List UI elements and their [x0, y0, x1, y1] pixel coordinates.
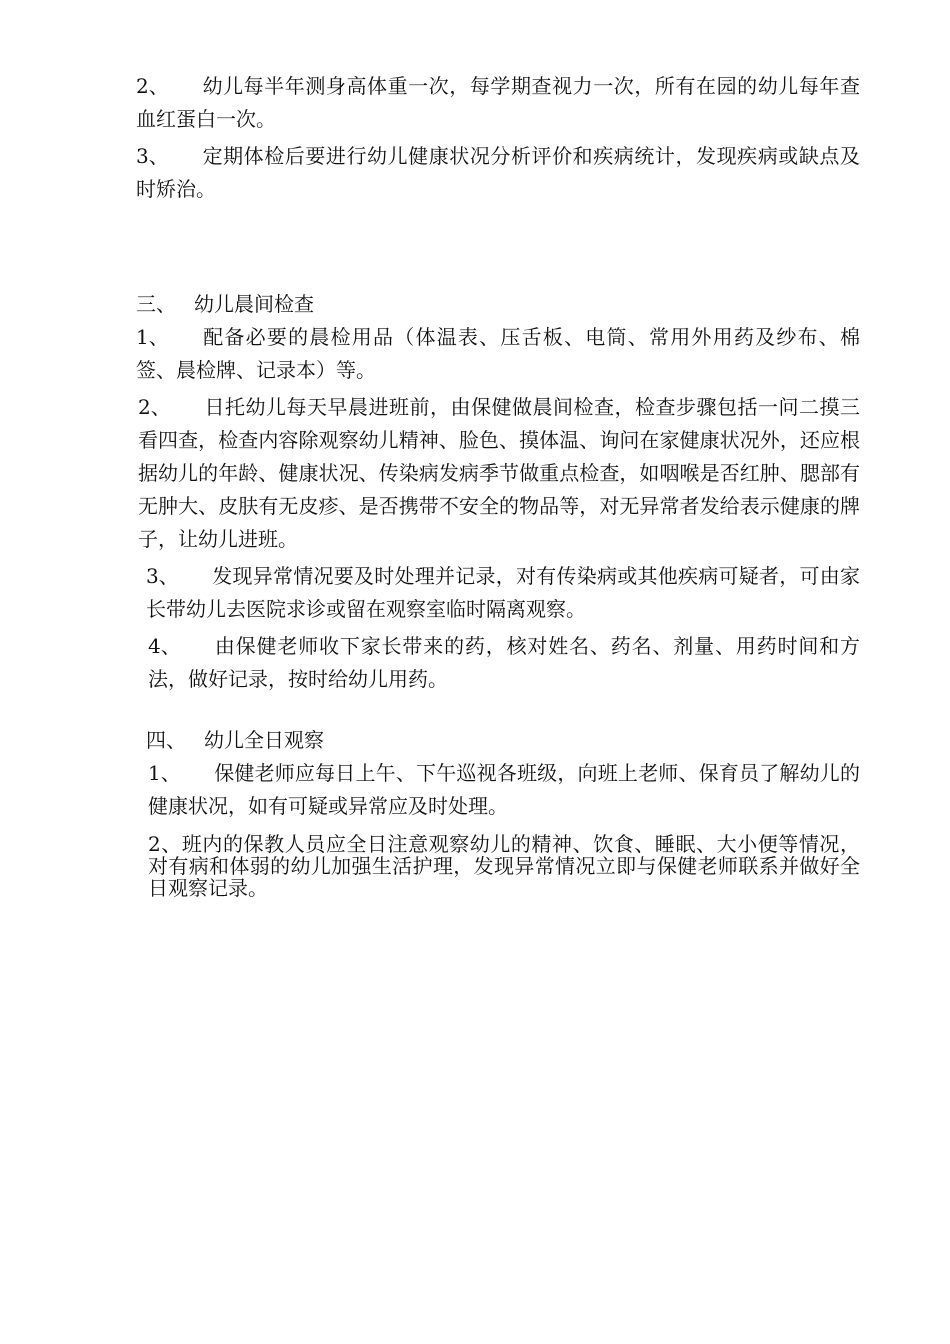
paragraph-3-analysis: [88, 140, 860, 206]
item-number: 3、: [146, 564, 179, 588]
paragraph-text: 保健老师应每日上午、下午巡视各班级，向班上老师、保育员了解幼儿的健康状况，如有可疑或异常应及时处理。: [148, 761, 860, 818]
paragraph-text: 幼儿每半年测身高体重一次，每学期查视力一次，所有在园的幼儿每年查血红蛋白一次。: [136, 74, 860, 131]
paragraph-text: 日托幼儿每天早晨进班前，由保健做晨间检查，检查步骤包括一问二摸三看四查，检查内容除观察幼儿精神、脸色、摸体温、询问在家健康状况外，还应根据幼儿的年龄、健康状况、传染病发病季节做重点检查，如咽喉是否红肿、腮部有无肿大、皮肤有无皮疹、是否携带不安全的物品等，对无异常者发给表示健康的牌子，让幼儿进班。: [138, 395, 860, 551]
section-title: 幼儿晨间检查: [194, 292, 314, 316]
paragraph-text: 定期体检后要进行幼儿健康状况分析评价和疾病统计，发现疾病或缺点及时矫治。: [136, 144, 860, 201]
paragraph-2-observation: [88, 833, 860, 899]
paragraph-text: 配备必要的晨检用品（体温表、压舌板、电筒、常用外用药及纱布、棉签、晨检牌、记录本）等。: [136, 325, 860, 382]
item-number: 1、: [136, 325, 169, 349]
item-number: 1、: [148, 761, 181, 785]
item-number: 2、: [136, 74, 169, 98]
section-title: 幼儿全日观察: [204, 728, 324, 752]
paragraph-text: 2、班内的保教人员应全日注意观察幼儿的精神、饮食、睡眠、大小便等情况，对有病和体弱的幼儿加强生活护理，发现异常情况立即与保健老师联系并做好全日观察记录。: [148, 832, 860, 900]
document-body: [88, 70, 860, 899]
paragraph-1-supplies: [88, 321, 860, 387]
paragraph-3-abnormal: [88, 560, 860, 626]
paragraph-2-checkups: [88, 70, 860, 136]
section-heading-4: [88, 724, 860, 757]
item-number: 3、: [136, 144, 169, 168]
section-number: 四、: [146, 728, 186, 752]
paragraph-text: 发现异常情况要及时处理并记录，对有传染病或其他疾病可疑者，可由家长带幼儿去医院求诊或留在观察室临时隔离观察。: [146, 564, 860, 621]
paragraph-text: 由保健老师收下家长带来的药，核对姓名、药名、剂量、用药时间和方法，做好记录，按时给幼儿用药。: [148, 634, 860, 691]
paragraph-2-morning-check: [88, 391, 860, 556]
item-number: 4、: [148, 634, 181, 658]
item-number: 2、: [138, 395, 171, 419]
section-heading-3: [88, 288, 860, 321]
paragraph-1-patrol: [88, 757, 860, 823]
paragraph-4-medicine: [88, 630, 860, 696]
section-number: 三、: [136, 292, 176, 316]
